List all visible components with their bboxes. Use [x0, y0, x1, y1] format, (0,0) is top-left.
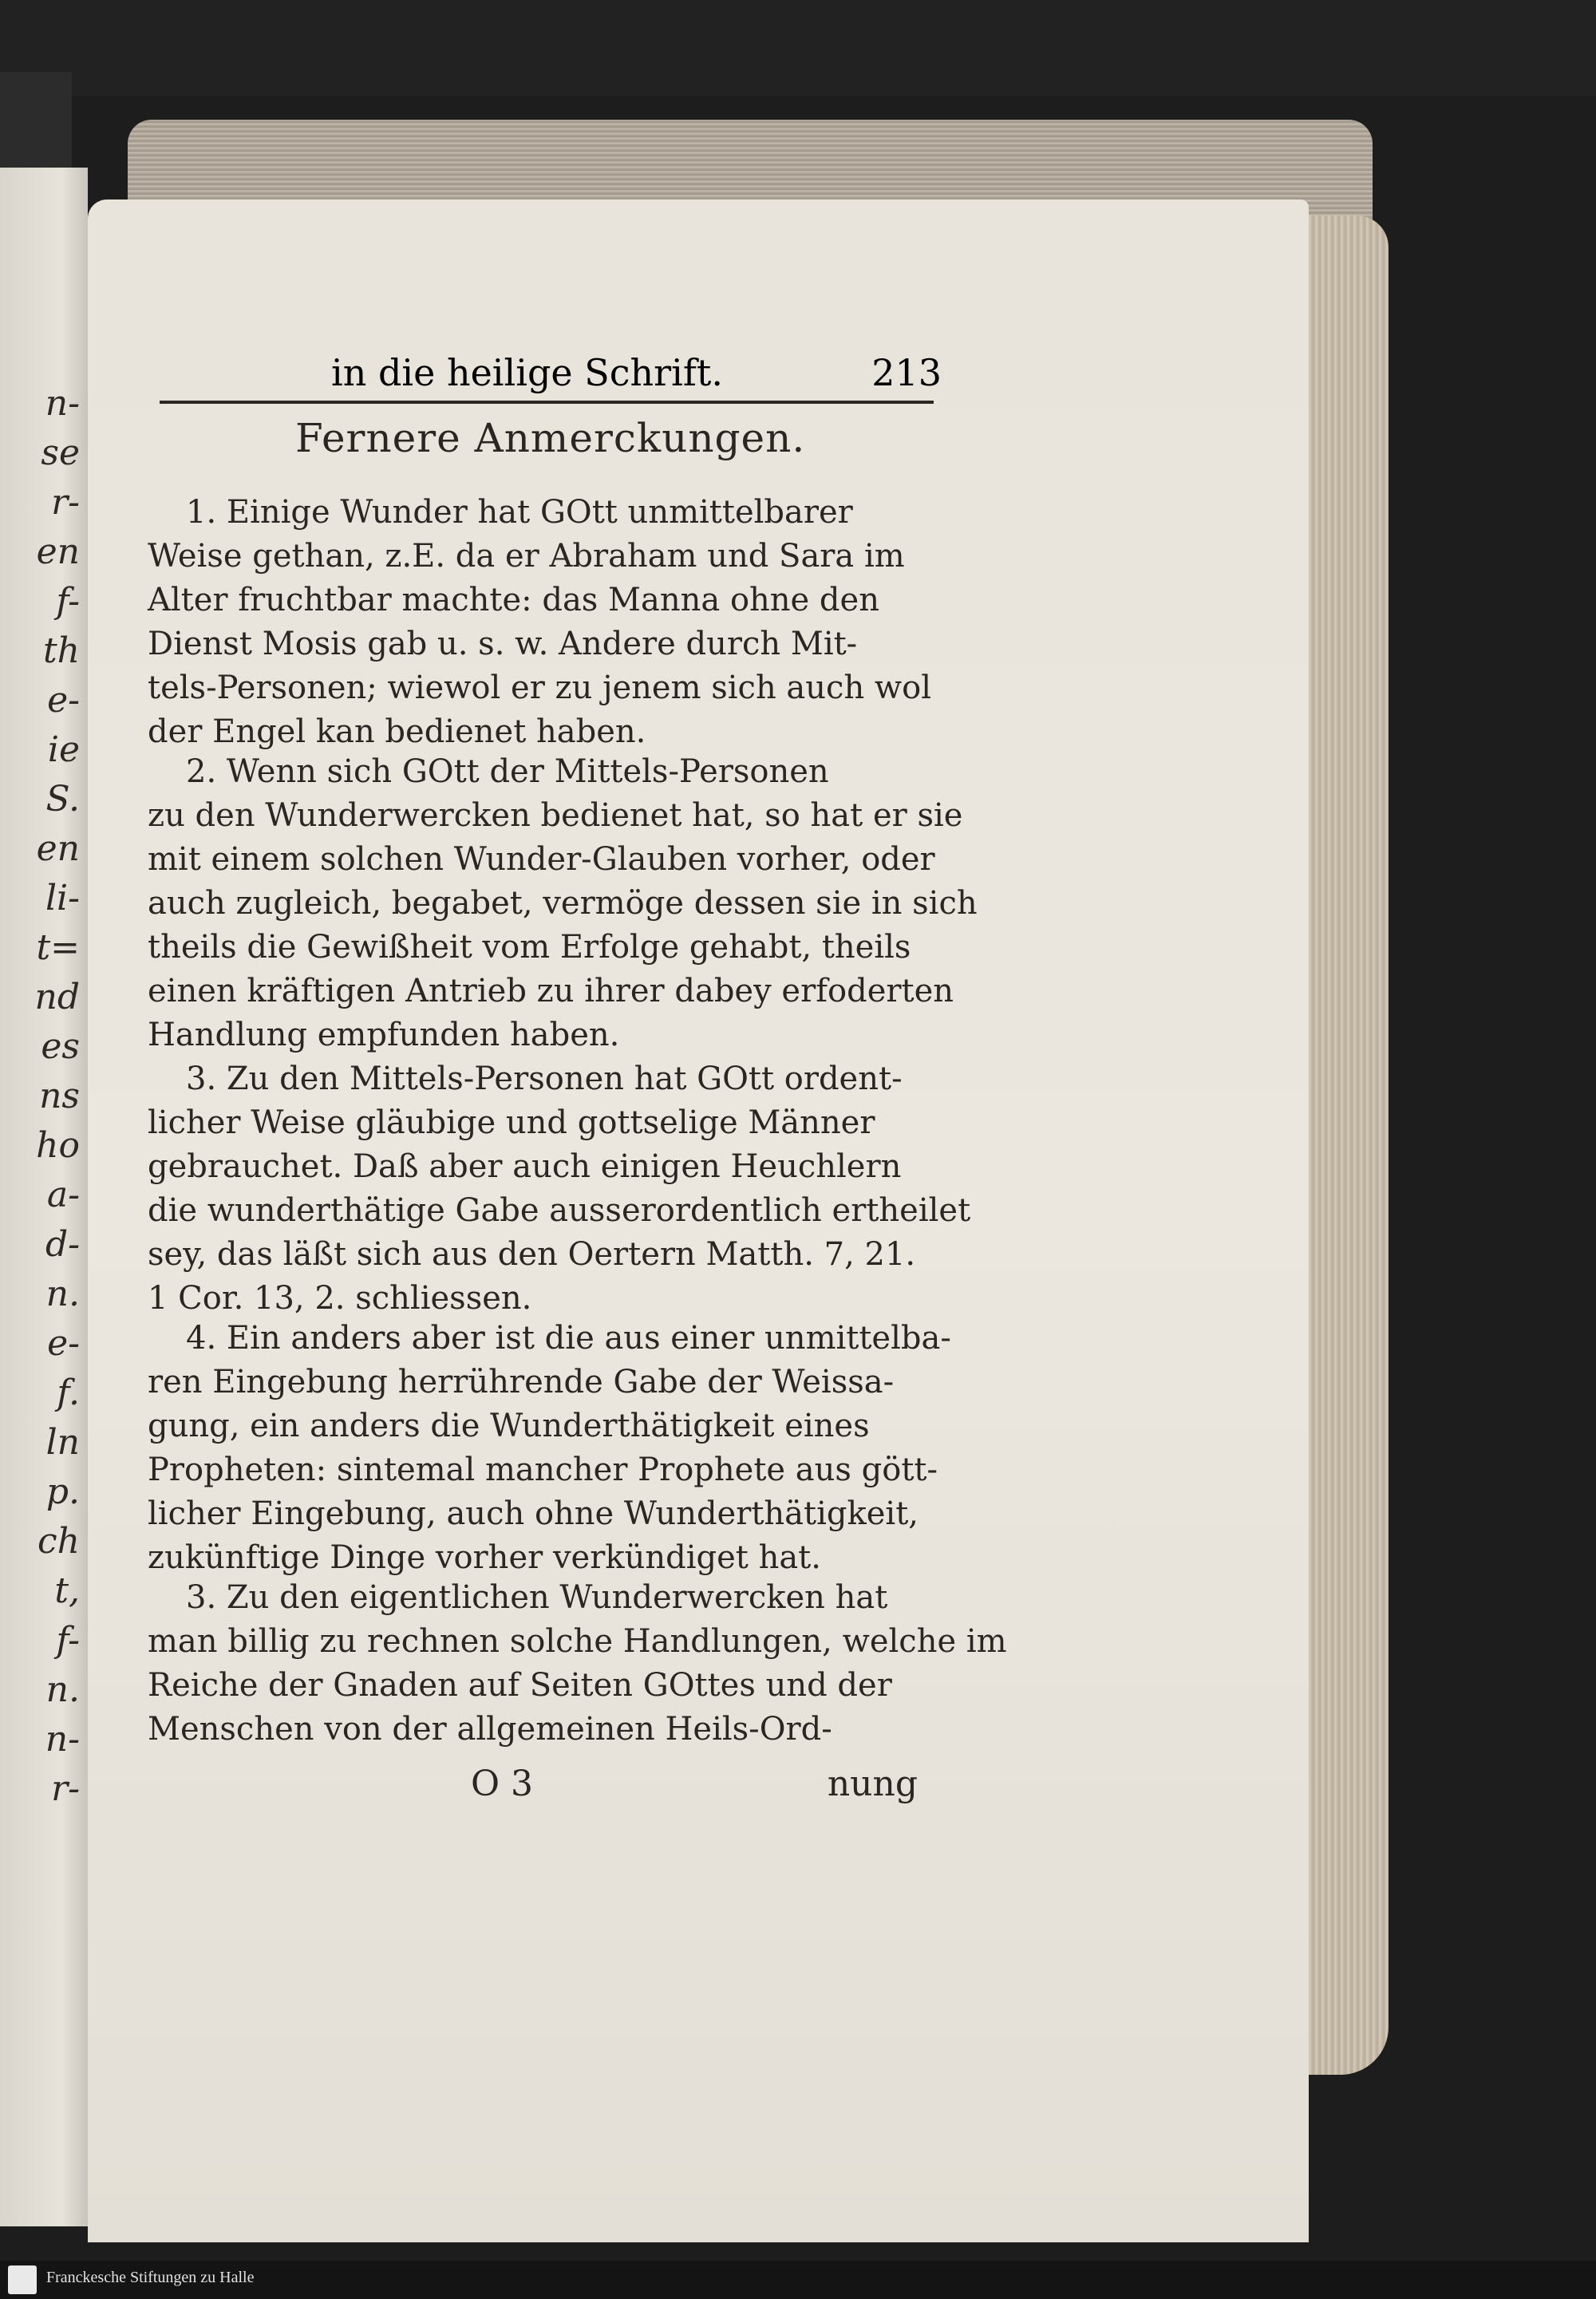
- paragraph: [148, 1576, 1007, 1752]
- text-line: einen kräftigen Antrieb zu ihrer dabey erfoderten: [148, 973, 954, 1009]
- paragraph: [148, 491, 946, 754]
- left-page-text-fragment: e-: [47, 680, 80, 721]
- page-number: 213: [871, 351, 942, 394]
- left-page-text-fragment: n.: [45, 1274, 80, 1314]
- left-page-text-fragment: f-: [56, 1620, 80, 1661]
- text-line: man billig zu rechnen solche Handlungen, welche im: [148, 1623, 1007, 1660]
- text-line: 1. Einige Wunder hat GOtt unmittelbarer: [186, 494, 853, 531]
- left-page-text-fragment: es: [41, 1026, 80, 1067]
- left-page-text-fragment: th: [42, 630, 80, 671]
- paragraph: [148, 1057, 971, 1321]
- text-line: 1 Cor. 13, 2. schliessen.: [148, 1280, 532, 1317]
- text-line: 4. Ein anders aber ist die aus einer unmittelba-: [186, 1320, 951, 1357]
- left-page-text-fragment: f-: [56, 581, 80, 622]
- left-page-text-fragment: d-: [45, 1224, 80, 1265]
- section-heading: Fernere Anmerckungen.: [295, 415, 806, 461]
- left-page-text-fragment: t=: [36, 927, 80, 968]
- text-line: zukünftige Dinge vorher verkündiget hat.: [148, 1539, 821, 1576]
- left-page-fragment: [0, 168, 88, 2226]
- left-page-text-fragment: nd: [34, 977, 80, 1017]
- text-line: auch zugleich, begabet, vermöge dessen sie in sich: [148, 885, 978, 922]
- text-line: 2. Wenn sich GOtt der Mittels-Personen: [186, 753, 829, 790]
- page-header: [160, 351, 942, 407]
- header-rule: [160, 401, 934, 404]
- credit-text: Franckesche Stiftungen zu Halle: [46, 2269, 255, 2286]
- signature-mark: O 3: [471, 1764, 534, 1804]
- text-line: ren Eingebung herrührende Gabe der Weissa-: [148, 1364, 895, 1400]
- left-page-text-fragment: n.: [45, 1669, 80, 1710]
- text-line: licher Weise gläubige und gottselige Männer: [148, 1104, 875, 1141]
- text-line: Alter fruchtbar machte: das Manna ohne den: [148, 582, 879, 618]
- left-page-text-fragment: S.: [45, 779, 80, 820]
- left-page-text-fragment: ie: [47, 729, 80, 770]
- text-line: licher Eingebung, auch ohne Wunderthätigkeit,: [148, 1495, 918, 1532]
- left-page-text-fragment: n-: [45, 1719, 80, 1760]
- text-line: Handlung empfunden haben.: [148, 1017, 620, 1053]
- background-top: [0, 0, 1596, 96]
- left-page-text-fragment: t,: [54, 1570, 80, 1611]
- text-line: Weise gethan, z.E. da er Abraham und Sara im: [148, 538, 905, 575]
- text-line: theils die Gewißheit vom Erfolge gehabt, theils: [148, 929, 911, 966]
- text-line: sey, das läßt sich aus den Oertern Matth. 7, 21.: [148, 1236, 916, 1273]
- left-page-text-fragment: se: [41, 433, 80, 473]
- text-line: die wunderthätige Gabe ausserordentlich ertheilet: [148, 1192, 971, 1229]
- text-line: gebrauchet. Daß aber auch einigen Heuchlern: [148, 1148, 902, 1185]
- paragraph: [148, 750, 978, 1057]
- page-footer: [471, 1764, 918, 1811]
- left-page-text-fragment: r-: [51, 1768, 80, 1809]
- paragraph: [148, 1317, 951, 1580]
- left-page-text-fragment: p.: [45, 1471, 80, 1512]
- text-line: Dienst Mosis gab u. s. w. Andere durch Mit-: [148, 626, 858, 662]
- text-line: Menschen von der allgemeinen Heils-Ord-: [148, 1711, 832, 1748]
- left-page-text-fragment: r-: [51, 482, 80, 523]
- text-line: gung, ein anders die Wunderthätigkeit eines: [148, 1408, 870, 1444]
- left-page-text-fragment: ln: [45, 1422, 80, 1463]
- left-page-text-fragment: ch: [38, 1521, 80, 1562]
- left-page-text-fragment: e-: [47, 1323, 80, 1364]
- text-line: mit einem solchen Wunder-Glauben vorher, oder: [148, 841, 935, 878]
- text-line: Propheten: sintemal mancher Prophete aus gött-: [148, 1452, 938, 1488]
- left-page-text-fragment: en: [36, 828, 80, 869]
- catchword: nung: [827, 1764, 918, 1804]
- text-line: 3. Zu den Mittels-Personen hat GOtt ordent-: [186, 1061, 903, 1097]
- text-line: tels-Personen; wiewol er zu jenem sich auch wol: [148, 670, 932, 706]
- left-page-text-fragment: en: [36, 531, 80, 572]
- left-page-text-fragment: n-: [45, 383, 80, 424]
- left-page-text-fragment: ho: [36, 1125, 80, 1166]
- left-page-text-fragment: ns: [39, 1076, 80, 1116]
- left-page-text-fragment: f.: [57, 1373, 80, 1413]
- left-page-text-fragment: li-: [45, 878, 80, 918]
- text-line: 3. Zu den eigentlichen Wunderwercken hat: [186, 1579, 888, 1616]
- left-page-text-fragment: a-: [46, 1175, 80, 1215]
- text-line: Reiche der Gnaden auf Seiten GOttes und der: [148, 1667, 892, 1704]
- running-head: in die heilige Schrift.: [331, 351, 723, 394]
- text-line: zu den Wunderwercken bedienet hat, so hat er sie: [148, 797, 963, 834]
- credit-bar: [0, 2261, 1596, 2299]
- text-line: der Engel kan bedienet haben.: [148, 713, 646, 750]
- institution-logo-icon: [8, 2265, 37, 2294]
